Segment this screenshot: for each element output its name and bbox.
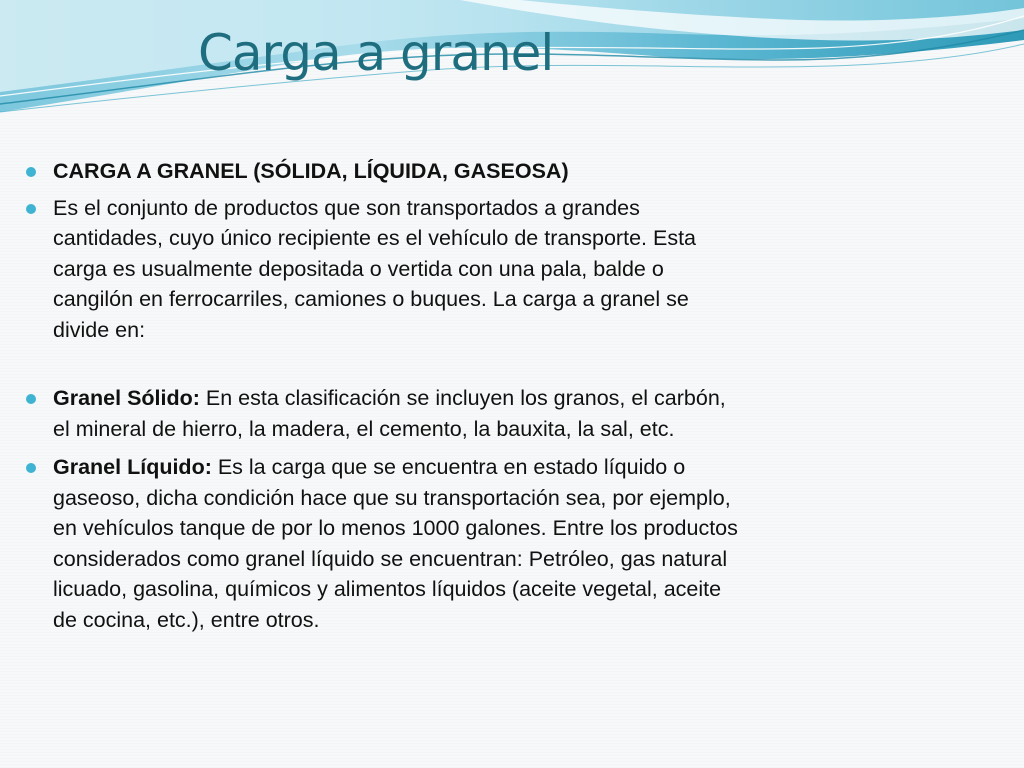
bullet-dot-icon (26, 394, 36, 404)
slide-title: Carga a granel (198, 24, 554, 82)
bullet-heading-text: CARGA A GRANEL (SÓLIDA, LÍQUIDA, GASEOSA) (53, 159, 569, 183)
solid-description: En esta clasificación se incluyen los granos, el carbón, el mineral de hierro, la madera, el cemento, la bauxita, la sal, etc. (53, 386, 726, 441)
bullet-dot-icon (26, 167, 36, 177)
bullet-list (26, 156, 746, 635)
liquid-description: Es la carga que se encuentra en estado líquido o gaseoso, dicha condición hace que su transportación sea, por ejemplo, en vehículos tanque de por lo menos 1000 galones. Entre los productos considerados como granel líquido se encuentran: Petróleo, gas natural licuado, gasolina, químicos y alimentos líquidos (aceite vegetal, aceite de cocina, etc.), entre otros. (53, 455, 738, 632)
bullet-item-liquid (26, 452, 746, 635)
bullet-item-solid (26, 383, 746, 444)
bullet-dot-icon (26, 204, 36, 214)
bullet-definition-text: Es el conjunto de productos que son transportados a grandes cantidades, cuyo único recipiente es el vehículo de transporte. Esta carga es usualmente depositada o vertida con una pala, balde o cangilón en ferrocarriles, camiones o buques. La carga a granel se divide en: (53, 195, 696, 342)
bullet-item-definition (26, 193, 746, 346)
solid-term: Granel Sólido: (53, 386, 200, 410)
bullet-dot-icon (26, 463, 36, 473)
bullet-item-heading (26, 156, 746, 187)
liquid-term: Granel Líquido: (53, 455, 212, 479)
